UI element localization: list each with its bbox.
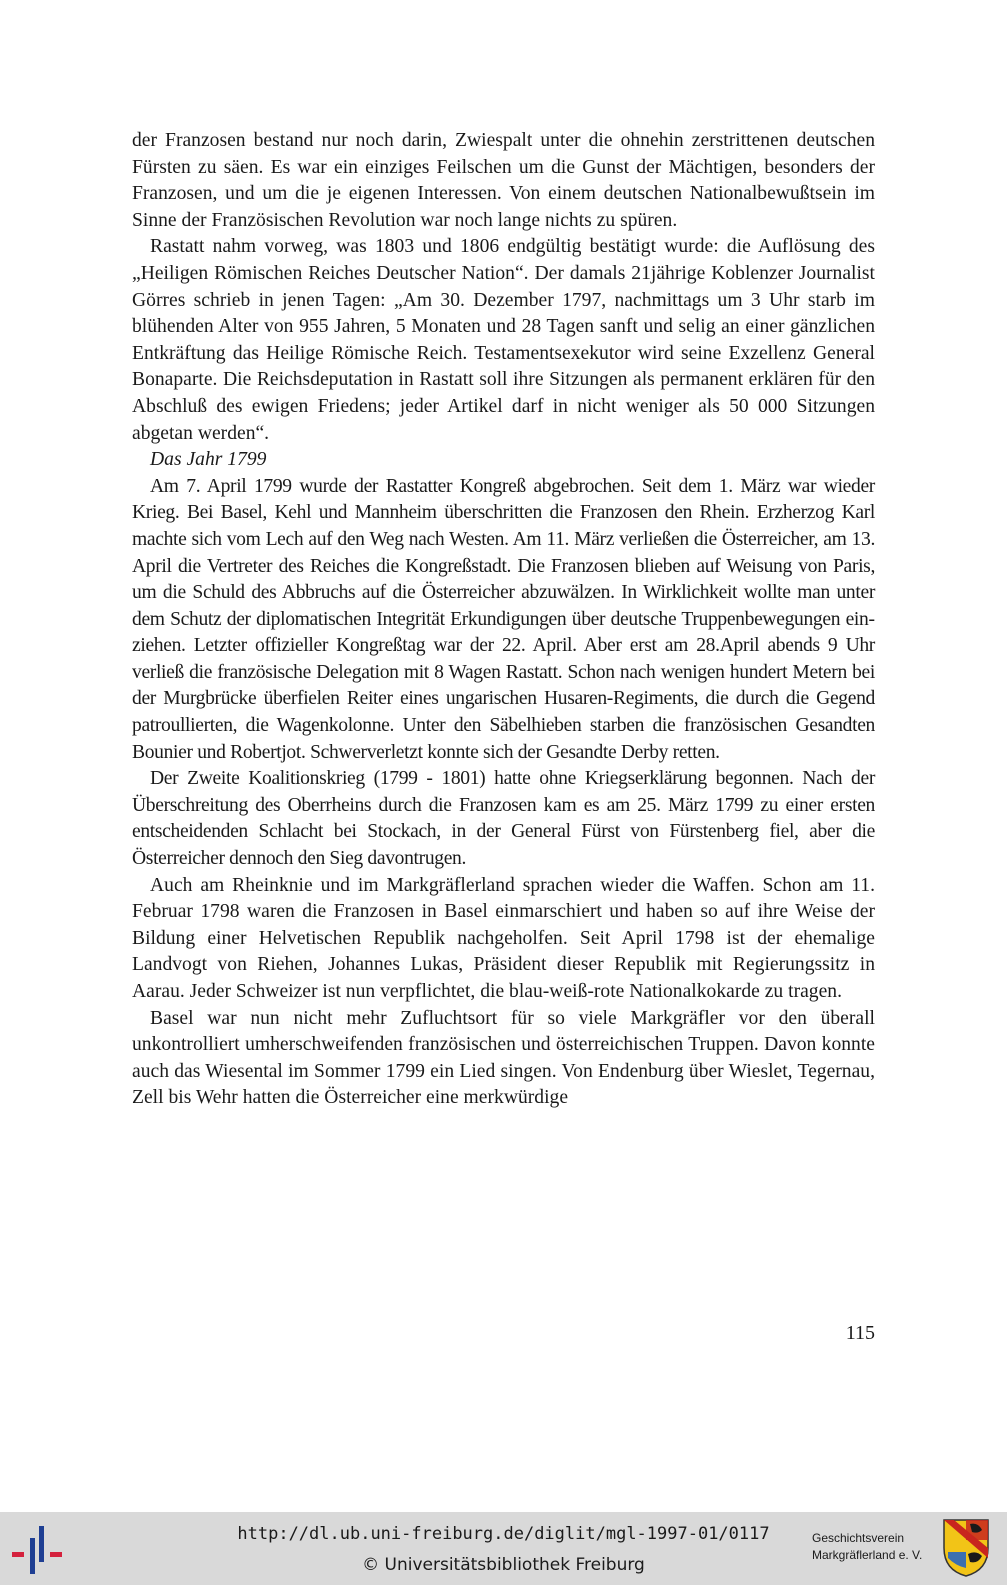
society-line-1: Geschichtsverein <box>812 1531 905 1545</box>
paragraph: Auch am Rheinknie und im Markgräflerland sprachen wieder die Waffen. Schon am 11. Februar 1798 waren die Franzosen in Basel einmarschiert und haben so auf ihre Weise der Bildung einer Helvetischen Republik nachgeholfen. Seit April 1798 ist der ehemalige Landvogt von Riehen, Johannes Lukas, Präsident dieser Republik mit Regierungssitz in Aarau. Jeder Schweizer ist nun verpflichtet, die blau-weiß-rote Nationalkokarde zu tragen. <box>132 874 875 1002</box>
society-name <box>812 1530 932 1564</box>
page-number: 115 <box>845 1322 875 1344</box>
page-body <box>132 128 875 1112</box>
paragraph: Am 7. April 1799 wurde der Rastatter Kongreß abgebrochen. Seit dem 1. März war wieder Krieg. Bei Basel, Kehl und Mannheim überschritten die Franzosen den Rhein. Erzherzog Karl machte sich vom Lech auf den Weg nach Westen. Am 11. März verließen die Österreicher, am 13. April die Vertreter des Reiches die Kongreßstadt. Die Franzosen blieben auf Weisung von Paris, um die Schuld des Abbruchs auf die Österreicher abzuwälzen. In Wirklichkeit wollte man unter dem Schutz der diplomatischen Integrität Erkundigungen über deutsche Truppenbewegungen einziehen. Letzter offizieller Kongreßtag war der 22. April. Aber erst am 28.April abends 9 Uhr verließ die französische Delegation mit 8 Wagen Rastatt. Schon nach wenigen hundert Metern bei der Murgbrücke überfielen Reiter eines ungarischen Husaren-Regiments, die durch die Gegend patroullierten, die Wagenkolonne. Unter den Säbelhieben starben die französischen Gesandten Bounier und Robertjot. Schwerverletzt konnte sich der Gesandte Derby retten. <box>132 475 875 763</box>
paragraph: Der Zweite Koalitionskrieg (1799 - 1801) hatte ohne Kriegserklärung begonnen. Nach der Überschreitung des Oberrheins durch die Franzosen kam es am 25. März 1799 zu einer ersten entscheidenden Schlacht bei Stockach, in der General Fürst von Fürstenberg fiel, aber die Österreicher dennoch den Sieg davontrugen. <box>132 768 875 870</box>
paragraph: Basel war nun nicht mehr Zufluchtsort für so viele Markgräfler vor den überall unkontrolliert umherschweifenden französischen und österreichischen Truppen. Davon konnte auch das Wiesental im Sommer 1799 ein Lied singen. Von Endenburg über Wieslet, Tegernau, Zell bis Wehr hatten die Österreicher eine merkwürdige <box>132 1007 875 1109</box>
section-heading: Das Jahr 1799 <box>150 449 267 471</box>
copyright-notice: © Universitätsbibliothek Freiburg <box>362 1555 645 1575</box>
paragraph: der Franzosen bestand nur noch darin, Zwiespalt unter die ohnehin zerstrittenen deutschen Fürsten zu säen. Es war ein einziges Feilschen um die Gunst der Mächtigen, besonders der Franzosen, und um die je eigenen Interessen. Von einem deutschen Nationalbewußtsein im Sinne der Französischen Revolution war noch lange nichts zu spüren. <box>132 130 875 231</box>
coat-of-arms-icon[interactable] <box>942 1518 990 1578</box>
society-line-2: Markgräflerland e. V. <box>812 1548 923 1562</box>
paragraph: Rastatt nahm vorweg, was 1803 und 1806 endgültig bestätigt wurde: die Auflösung des „Heiligen Römischen Reiches Deutscher Nation“. Der damals 21jährige Koblenzer Journalist Görres schrieb in jenen Tagen: „Am 30. Dezember 1797, nachmittags um 3 Uhr starb im blühenden Alter von 955 Jahren, 5 Monaten und 28 Tagen sanft und selig an einer gänzlichen Entkräftung das Heilige Römische Reich. Testamentsexekutor wird seine Exzellenz General Bonaparte. Die Reichsdeputation in Rastatt soll ihre Sitzungen als permanent erklären für den Abschluß des ewigen Friedens; jeder Artikel darf in nicht weniger als 50 000 Sitzungen abgetan werden“. <box>132 236 875 444</box>
source-url-link[interactable]: http://dl.ub.uni-freiburg.de/diglit/mgl-1997-01/0117 <box>237 1524 770 1544</box>
footer-bar <box>0 1512 1007 1585</box>
